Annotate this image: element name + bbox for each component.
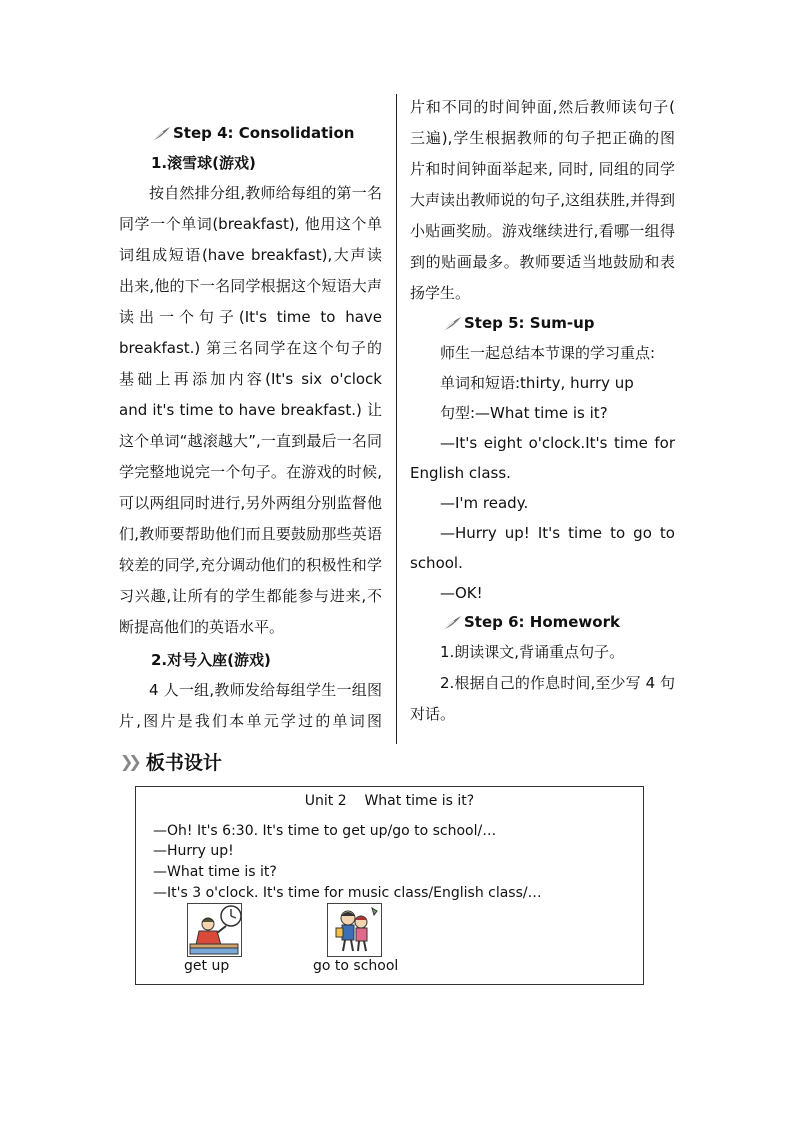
board-line: —It's 3 o'clock. It's time for music class/English class/…	[153, 885, 542, 901]
pattern-line: 句型:—What time is it?	[440, 404, 608, 422]
step6-title: Step 6: Homework	[464, 613, 620, 631]
left-column	[119, 92, 382, 737]
step4-heading	[119, 119, 382, 148]
step4-title: Step 4: Consolidation	[173, 124, 355, 142]
vocab-line: 单词和短语:thirty, hurry up	[440, 374, 634, 392]
dialog-line: —OK!	[440, 584, 483, 602]
boy-getting-up-clock-icon	[187, 903, 242, 957]
board-line: —What time is it?	[153, 864, 277, 880]
game1-title: 1.滚雪球(游戏)	[151, 154, 256, 172]
step5-title: Step 5: Sum-up	[464, 314, 595, 332]
quill-icon	[151, 126, 171, 142]
quill-icon	[442, 615, 462, 631]
dialog-line: —Hurry up! It's time to go to school.	[410, 524, 675, 572]
board-line: —Oh! It's 6:30. It's time to get up/go to school/…	[153, 823, 497, 839]
step6-heading	[410, 608, 675, 637]
board-title: Unit 2 What time is it?	[304, 793, 475, 809]
right-column	[410, 92, 675, 730]
double-chevron-icon: ❯❯	[120, 752, 137, 771]
game2-continued-text: 片和不同的时间钟面,然后教师读句子( 三遍),学生根据教师的句子把正确的图片和时间钟面举起来, 同时, 同组的同学大声读出教师说的句子,这组获胜,并得到小贴画奖励。游戏继续进行,看哪一组得到的贴画最多。教师要适当地鼓励和表扬学生。	[410, 98, 675, 302]
board-design-heading	[120, 748, 222, 775]
summary-intro: 师生一起总结本节课的学习重点:	[440, 344, 656, 362]
game2-title: 2.对号入座(游戏)	[151, 651, 271, 669]
board-design-title: 板书设计	[145, 752, 222, 774]
homework-item: 1.朗读课文,背诵重点句子。	[440, 643, 625, 661]
step5-heading	[410, 309, 675, 338]
dialog-line: —I'm ready.	[440, 494, 529, 512]
blackboard-design-box	[135, 786, 644, 985]
board-line: —Hurry up!	[153, 843, 234, 859]
go-to-school-caption: go to school	[313, 958, 399, 974]
column-divider	[396, 94, 397, 744]
quill-icon	[442, 316, 462, 332]
homework-item: 2.根据自己的作息时间,至少写 4 句对话。	[410, 674, 675, 723]
game1-text: 按自然排分组,教师给每组的第一名同学一个单词(breakfast), 他用这个单词组成短语(have breakfast),大声读出来,他的下一名同学根据这个短语大声读出一个句子(It's time to have breakfast.) 第三名同学在这个句子的基础上再添加内容(It's six o'clock and it's time to have breakfast.) 让这个单词“越滚越大”,一直到最后一名同学完整地说完一个句子。在游戏的时候,可以两组同时进行,另外两组分别监督他们,教师要帮助他们而且要鼓励那些英语较差的同学,充分调动他们的积极性和学习兴趣,让所有的学生都能参与进来,不断提高他们的英语水平。	[119, 184, 382, 636]
game2-text: 4 人一组,教师发给每组学生一组图片,图片是我们本单元学过的单词图	[119, 681, 382, 730]
get-up-caption: get up	[184, 958, 230, 974]
dialog-line: —It's eight o'clock.It's time for English class.	[410, 434, 675, 482]
kids-going-to-school-icon	[327, 903, 382, 957]
